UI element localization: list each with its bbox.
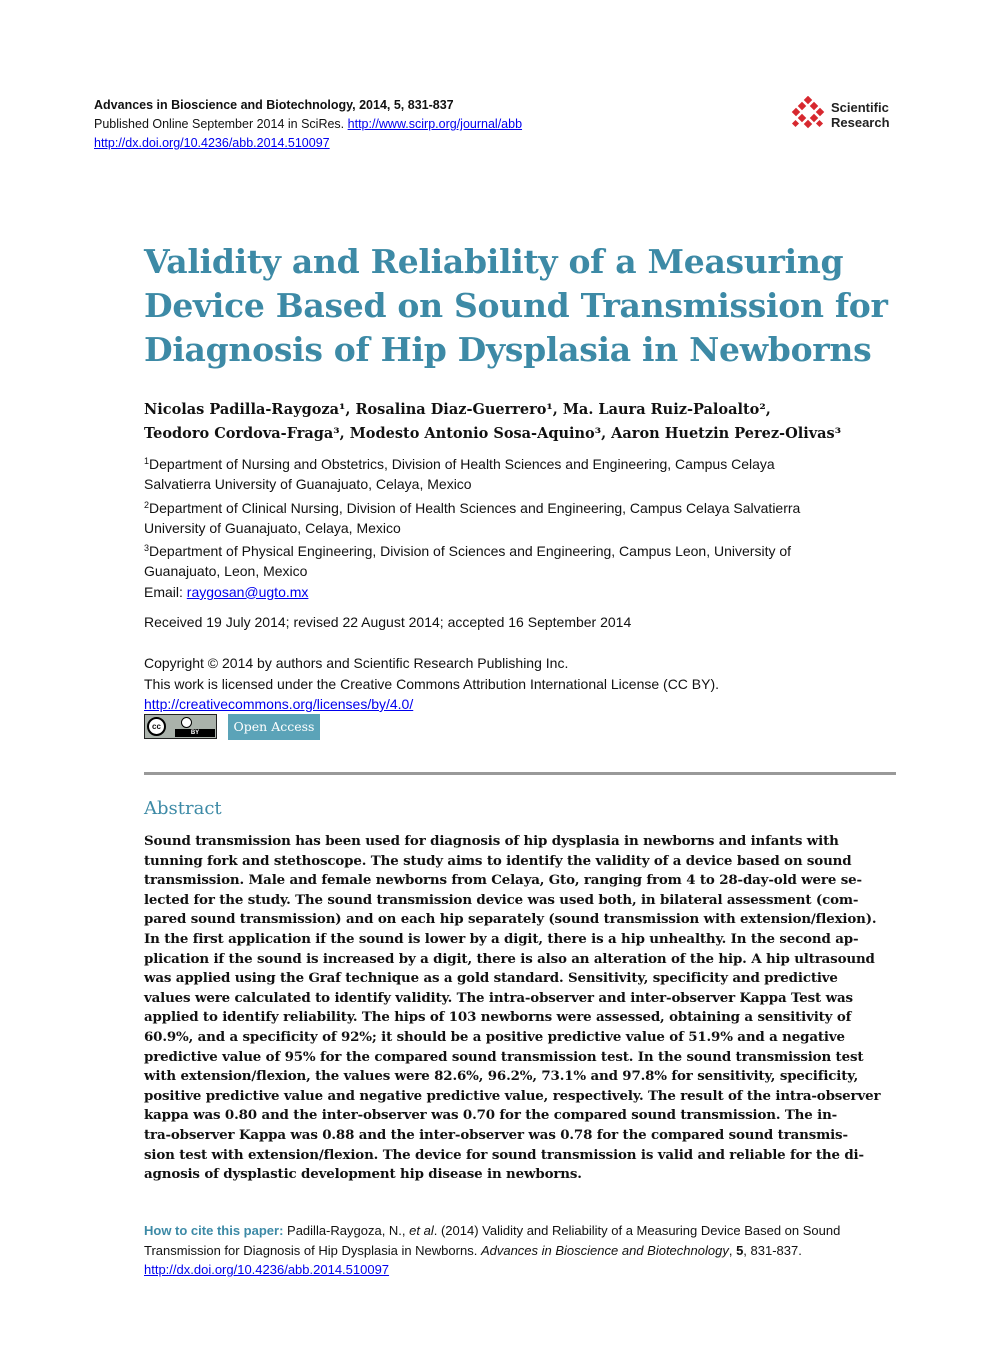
abstract-body: Sound transmission has been used for diagnosis of hip dysplasia in newborns and infants with tunning fork and stethoscope. The study aims to identify the validity of a device based on sound transmission. Male and female newborns from Celaya, Gto, ranging from 4 to 28-day-old were se- lected for the study. The sound transmission device was used both, in bilateral assessment (com- pared sound transmission) and on each hip separately (sound transmission with extension/flexion). In the first application if the sound is lower by a digit, there is a hip unhealthy. In the second ap- plication if the sound is increased by a digit, there is also an alteration of the hip. A hip ultrasound was applied using the Graf technique as a gold standard. Sensitivity, specificity and predictive values were calculated to identify validity. The intra-observer and inter-observer Kappa Test was applied to identify reliability. The hips of 103 newborns were assessed, obtaining a sensitivity of 60.9%, and a specificity of 92%; it should be a positive predictive value of 51.9% and a negative predictive value of 95% for the compared sound transmission test. In the sound transmission test with extension/flexion, the values were 82.6%, 96.2%, 73.1% and 97.8% for sensitivity, specificity, positive predictive value and negative predictive value, respectively. The result of the intra-observer kappa was 0.80 and the inter-observer was 0.70 for the compared sound transmission. The in- tra-observer Kappa was 0.88 and the inter-observer was 0.78 for the compared sound transmis- sion test with extension/flexion. The device for sound transmission is valid and reliable for the di- agnosis of dysplastic development hip disease in newborns. bbox=[144, 833, 881, 1183]
affiliation-1: $^1$Department of Nursing and Obstetrics, Division of Health Sciences and Engineering, Campus Celaya Salvatierra University of Guanajuato, Celaya, Mexico bbox=[144, 456, 775, 493]
author-list: Nicolas Padilla-Raygoza¹, Rosalina Diaz-Guerrero¹, Ma. Laura Ruiz-Paloalto², Teodoro Cordova-Fraga³, Modesto Antonio Sosa-Aquino³, Aaron Huetzin Perez-Olivas³ bbox=[144, 401, 842, 442]
cc-by-badge[interactable] bbox=[144, 714, 217, 739]
open-access-badge[interactable]: Open Access bbox=[228, 714, 320, 740]
person-icon bbox=[181, 717, 192, 728]
affiliation-3: $^3$Department of Physical Engineering, Division of Sciences and Engineering, Campus Leon, University of Guanajuato, Leon, Mexico bbox=[144, 543, 792, 580]
citation-block: How to cite this paper: Padilla-Raygoza, N., et al. (2014) Validity and Reliability of a Measuring Device Based on Sound Transmission for Diagnosis of Hip Dysplasia in Newborns. Advances in Bioscience and Biotechnology, 5, 831-837. http://dx.doi.org/10.4236/abb.2014.510097 bbox=[144, 1223, 841, 1277]
received-dates: Received 19 July 2014; revised 22 August 2014; accepted 16 September 2014 bbox=[144, 614, 632, 630]
journal-line: Advances in Bioscience and Biotechnology, 2014, 5, 831-837 bbox=[94, 98, 454, 112]
citation-label: How to cite this paper: bbox=[144, 1223, 284, 1238]
copyright-block: Copyright © 2014 by authors and Scientific Research Publishing Inc. This work is licensed under the Creative Commons Attribution International License (CC BY). http://creativecommons.org/licenses/by/4.0/ bbox=[144, 655, 720, 712]
by-label: BY bbox=[175, 729, 215, 737]
journal-link[interactable]: http://www.scirp.org/journal/abb bbox=[347, 117, 523, 131]
email-line: Email: raygosan@ugto.mx bbox=[144, 583, 309, 600]
email-link[interactable]: raygosan@ugto.mx bbox=[186, 583, 309, 600]
journal-header bbox=[94, 96, 522, 153]
abstract-heading: Abstract bbox=[144, 798, 222, 819]
cc-icon: cc bbox=[147, 717, 166, 736]
section-divider bbox=[144, 772, 896, 775]
published-line: Published Online September 2014 in SciRes. http://www.scirp.org/journal/abb bbox=[94, 117, 523, 131]
doi-link[interactable]: http://dx.doi.org/10.4236/abb.2014.510097 bbox=[94, 136, 330, 150]
logo-diamond-icon bbox=[789, 96, 829, 136]
affiliation-2: $^2$Department of Clinical Nursing, Division of Health Sciences and Engineering, Campus Celaya Salvatierra University of Guanajuato, Celaya, Mexico bbox=[144, 499, 801, 536]
paper-title: Validity and Reliability of a Measuring Device Based on Sound Transmission for Diagnosis of Hip Dysplasia in Newborns bbox=[144, 242, 888, 369]
affiliations bbox=[144, 451, 864, 602]
logo-text: Scientific Research bbox=[831, 100, 890, 130]
scientific-research-logo bbox=[789, 96, 909, 136]
license-link[interactable]: http://creativecommons.org/licenses/by/4.0/ bbox=[144, 696, 414, 712]
citation-doi-link[interactable]: http://dx.doi.org/10.4236/abb.2014.510097 bbox=[144, 1262, 390, 1277]
